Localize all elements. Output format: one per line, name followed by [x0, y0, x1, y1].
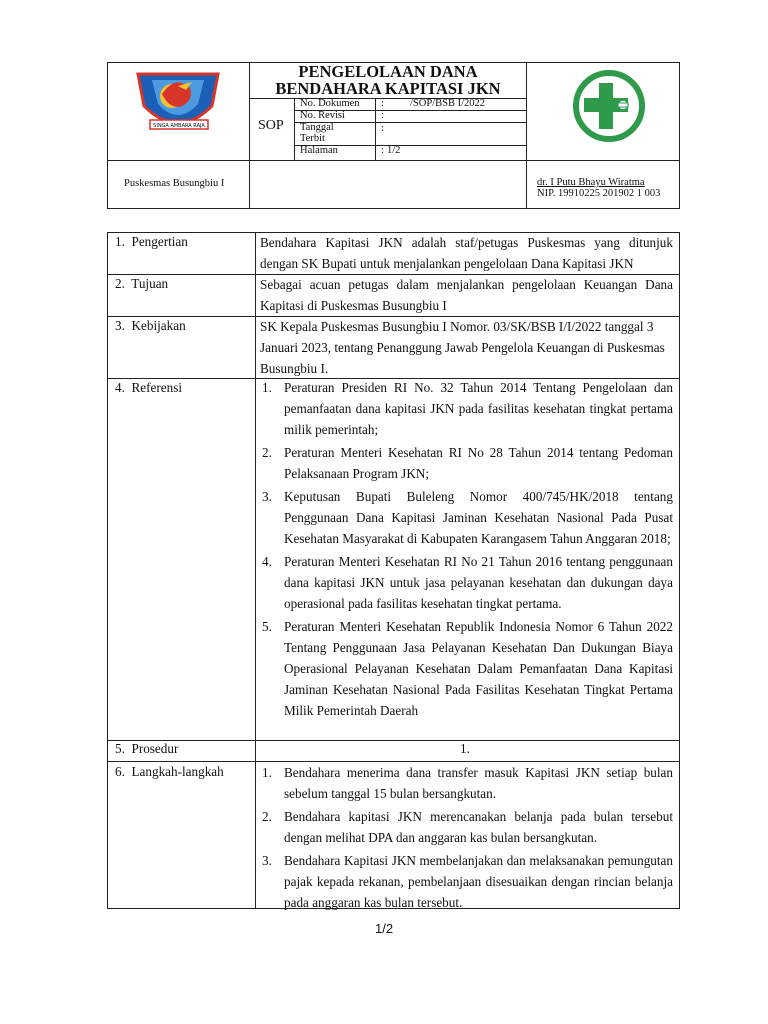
- organization-name: Puskesmas Busungbiu I: [124, 178, 225, 189]
- divider: [107, 740, 680, 741]
- reference-text: Peraturan Menteri Kesehatan Republik Indonesia Nomor 6 Tahun 2022 Tentang Penggunaan Jasa Pelayanan Kesehatan Dan Dukungan Biaya Operasional Pelayanan Kesehatan Dalam Pemanfaatan Dana Kapitasi Jaminan Kesehatan Nasional Pada Fasilitas Kesehatan Tingkat Pertama Milik Pemerintah Daerah: [284, 619, 673, 718]
- puskesmas-logo: [572, 69, 646, 143]
- list-item: 5. Peraturan Menteri Kesehatan Republik Indonesia Nomor 6 Tahun 2022 Tentang Penggunaan Jasa Pelayanan Kesehatan Dan Dukungan Biaya Operasional Pelayanan Kesehatan Dalam Pemanfaatan Dana Kapitasi Jaminan Kesehatan Nasional Pada Fasilitas Kesehatan Tingkat Pertama Milik Pemerintah Daerah: [262, 619, 673, 718]
- list-item: 3. Keputusan Bupati Buleleng Nomor 400/745/HK/2018 tentang Penggunaan Dana Kapitasi Jaminan Kesehatan Nasional Pada Pusat Kesehatan Masyarakat di Kabupaten Karangasem Tahun Anggaran 2018;: [262, 489, 673, 546]
- divider: [107, 160, 680, 161]
- reference-text: Keputusan Bupati Buleleng Nomor 400/745/HK/2018 tentang Penggunaan Dana Kapitasi Jaminan Kesehatan Nasional Pada Pusat Kesehatan Masyarakat di Kabupaten Karangasem Tahun Anggaran 2018;: [284, 489, 673, 546]
- list-item: 1. Peraturan Presiden RI No. 32 Tahun 2014 Tentang Pengelolaan dan pemanfaatan dana kapitasi JKN pada fasilitas kesehatan tingkat pertama milik pemerintah;: [262, 380, 673, 437]
- meta-value-no-dokumen: /SOP/BSB I/2022: [410, 98, 485, 109]
- divider: [255, 232, 256, 909]
- section-text-kebijakan: SK Kepala Puskesmas Busungbiu I Nomor. 03/SK/BSB I/I/2022 tanggal 3 Januari 2023, tentang Penanggung Jawab Pengelola Keuangan di Puskesmas Busungbiu I.: [260, 319, 665, 376]
- meta-label-tanggal-terbit: Tanggal Terbit: [300, 122, 334, 144]
- page-number: 1/2: [375, 921, 394, 936]
- emblem-motto: SINGA AMBARA RAJA: [153, 123, 205, 129]
- list-item: 2. Bendahara kapitasi JKN merencanakan belanja pada bulan tersebut dengan melihat DPA dan anggaran kas bulan bersangkutan.: [262, 809, 673, 845]
- list-item: 4. Peraturan Menteri Kesehatan RI No 21 Tahun 2016 tentang penggunaan dana kapitasi JKN untuk jasa pelayanan kesehatan dan dukungan daya operasional pada fasilitas kesehatan tingkat pertama.: [262, 554, 673, 611]
- meta-sep: :: [381, 123, 384, 134]
- section-text-pengertian: Bendahara Kapitasi JKN adalah staf/petugas Puskesmas yang ditunjuk dengan SK Bupati untuk menjalankan pengelolaan Dana Kapitasi JKN: [260, 235, 673, 271]
- document-title-line2: BENDAHARA KAPITASI JKN: [275, 79, 501, 98]
- section-label-langkah: 6. Langkah-langkah: [115, 764, 224, 779]
- divider: [375, 98, 376, 160]
- section-label-tujuan: 2. Tujuan: [115, 276, 169, 291]
- section-list-langkah: [260, 762, 673, 913]
- meta-sep: :: [381, 98, 384, 109]
- section-text-prosedur: 1.: [460, 741, 470, 756]
- meta-label-no-revisi: No. Revisi: [300, 110, 345, 121]
- section-label-referensi: 4. Referensi: [115, 380, 183, 395]
- divider: [526, 62, 527, 209]
- reference-text: Peraturan Menteri Kesehatan RI No 21 Tahun 2016 tentang penggunaan dana kapitasi JKN untuk jasa pelayanan kesehatan dan dukungan daya operasional pada fasilitas kesehatan tingkat pertama.: [284, 554, 673, 611]
- meta-sep: :: [381, 110, 384, 121]
- list-item: 3. Bendahara Kapitasi JKN membelanjakan dan melaksanakan pemungutan pajak kepada rekanan, pembelanjaan disesuaikan dengan rincian belanja pada anggaran kas bulan tersebut.: [262, 853, 673, 910]
- divider: [294, 98, 295, 160]
- meta-label-halaman: Halaman: [300, 145, 338, 156]
- section-list-referensi: [260, 377, 673, 721]
- signer-name: dr. I Putu Bhayu Wiratma: [537, 177, 645, 188]
- list-item: 2. Peraturan Menteri Kesehatan RI No 28 Tahun 2014 tentang Pedoman Pelaksanaan Program JKN;: [262, 445, 673, 481]
- reference-text: Peraturan Menteri Kesehatan RI No 28 Tahun 2014 tentang Pedoman Pelaksanaan Program JKN;: [284, 445, 673, 481]
- regency-emblem-logo: [132, 66, 224, 138]
- list-item: 1. Bendahara menerima dana transfer masuk Kapitasi JKN setiap bulan sebelum tanggal 15 bulan bersangkutan.: [262, 765, 673, 801]
- section-label-prosedur: 5. Prosedur: [115, 741, 179, 756]
- document-title-line1: PENGELOLAAN DANA: [298, 62, 478, 81]
- step-text: Bendahara kapitasi JKN merencanakan belanja pada bulan tersebut dengan melihat DPA dan anggaran kas bulan bersangkutan.: [284, 809, 673, 845]
- step-text: Bendahara Kapitasi JKN membelanjakan dan melaksanakan pemungutan pajak kepada rekanan, pembelanjaan disesuaikan dengan rincian belanja pada anggaran kas bulan tersebut.: [284, 853, 673, 910]
- signer-nip: NIP. 19910225 201902 1 003: [537, 188, 661, 199]
- reference-text: Peraturan Presiden RI No. 32 Tahun 2014 Tentang Pengelolaan dan pemanfaatan dana kapitasi JKN pada fasilitas kesehatan tingkat pertama milik pemerintah;: [284, 380, 673, 437]
- section-label-kebijakan: 3. Kebijakan: [115, 318, 186, 333]
- meta-value-halaman: 1/2: [387, 145, 401, 156]
- sop-label: SOP: [258, 118, 284, 133]
- step-text: Bendahara menerima dana transfer masuk Kapitasi JKN setiap bulan sebelum tanggal 15 bulan bersangkutan.: [284, 765, 673, 801]
- section-text-tujuan: Sebagai acuan petugas dalam menjalankan pengelolaan Keuangan Dana Kapitasi di Puskesmas Busungbiu I: [260, 277, 673, 313]
- section-label-pengertian: 1. Pengertian: [115, 234, 188, 249]
- meta-sep: :: [381, 145, 384, 156]
- meta-label-no-dokumen: No. Dokumen: [300, 98, 360, 109]
